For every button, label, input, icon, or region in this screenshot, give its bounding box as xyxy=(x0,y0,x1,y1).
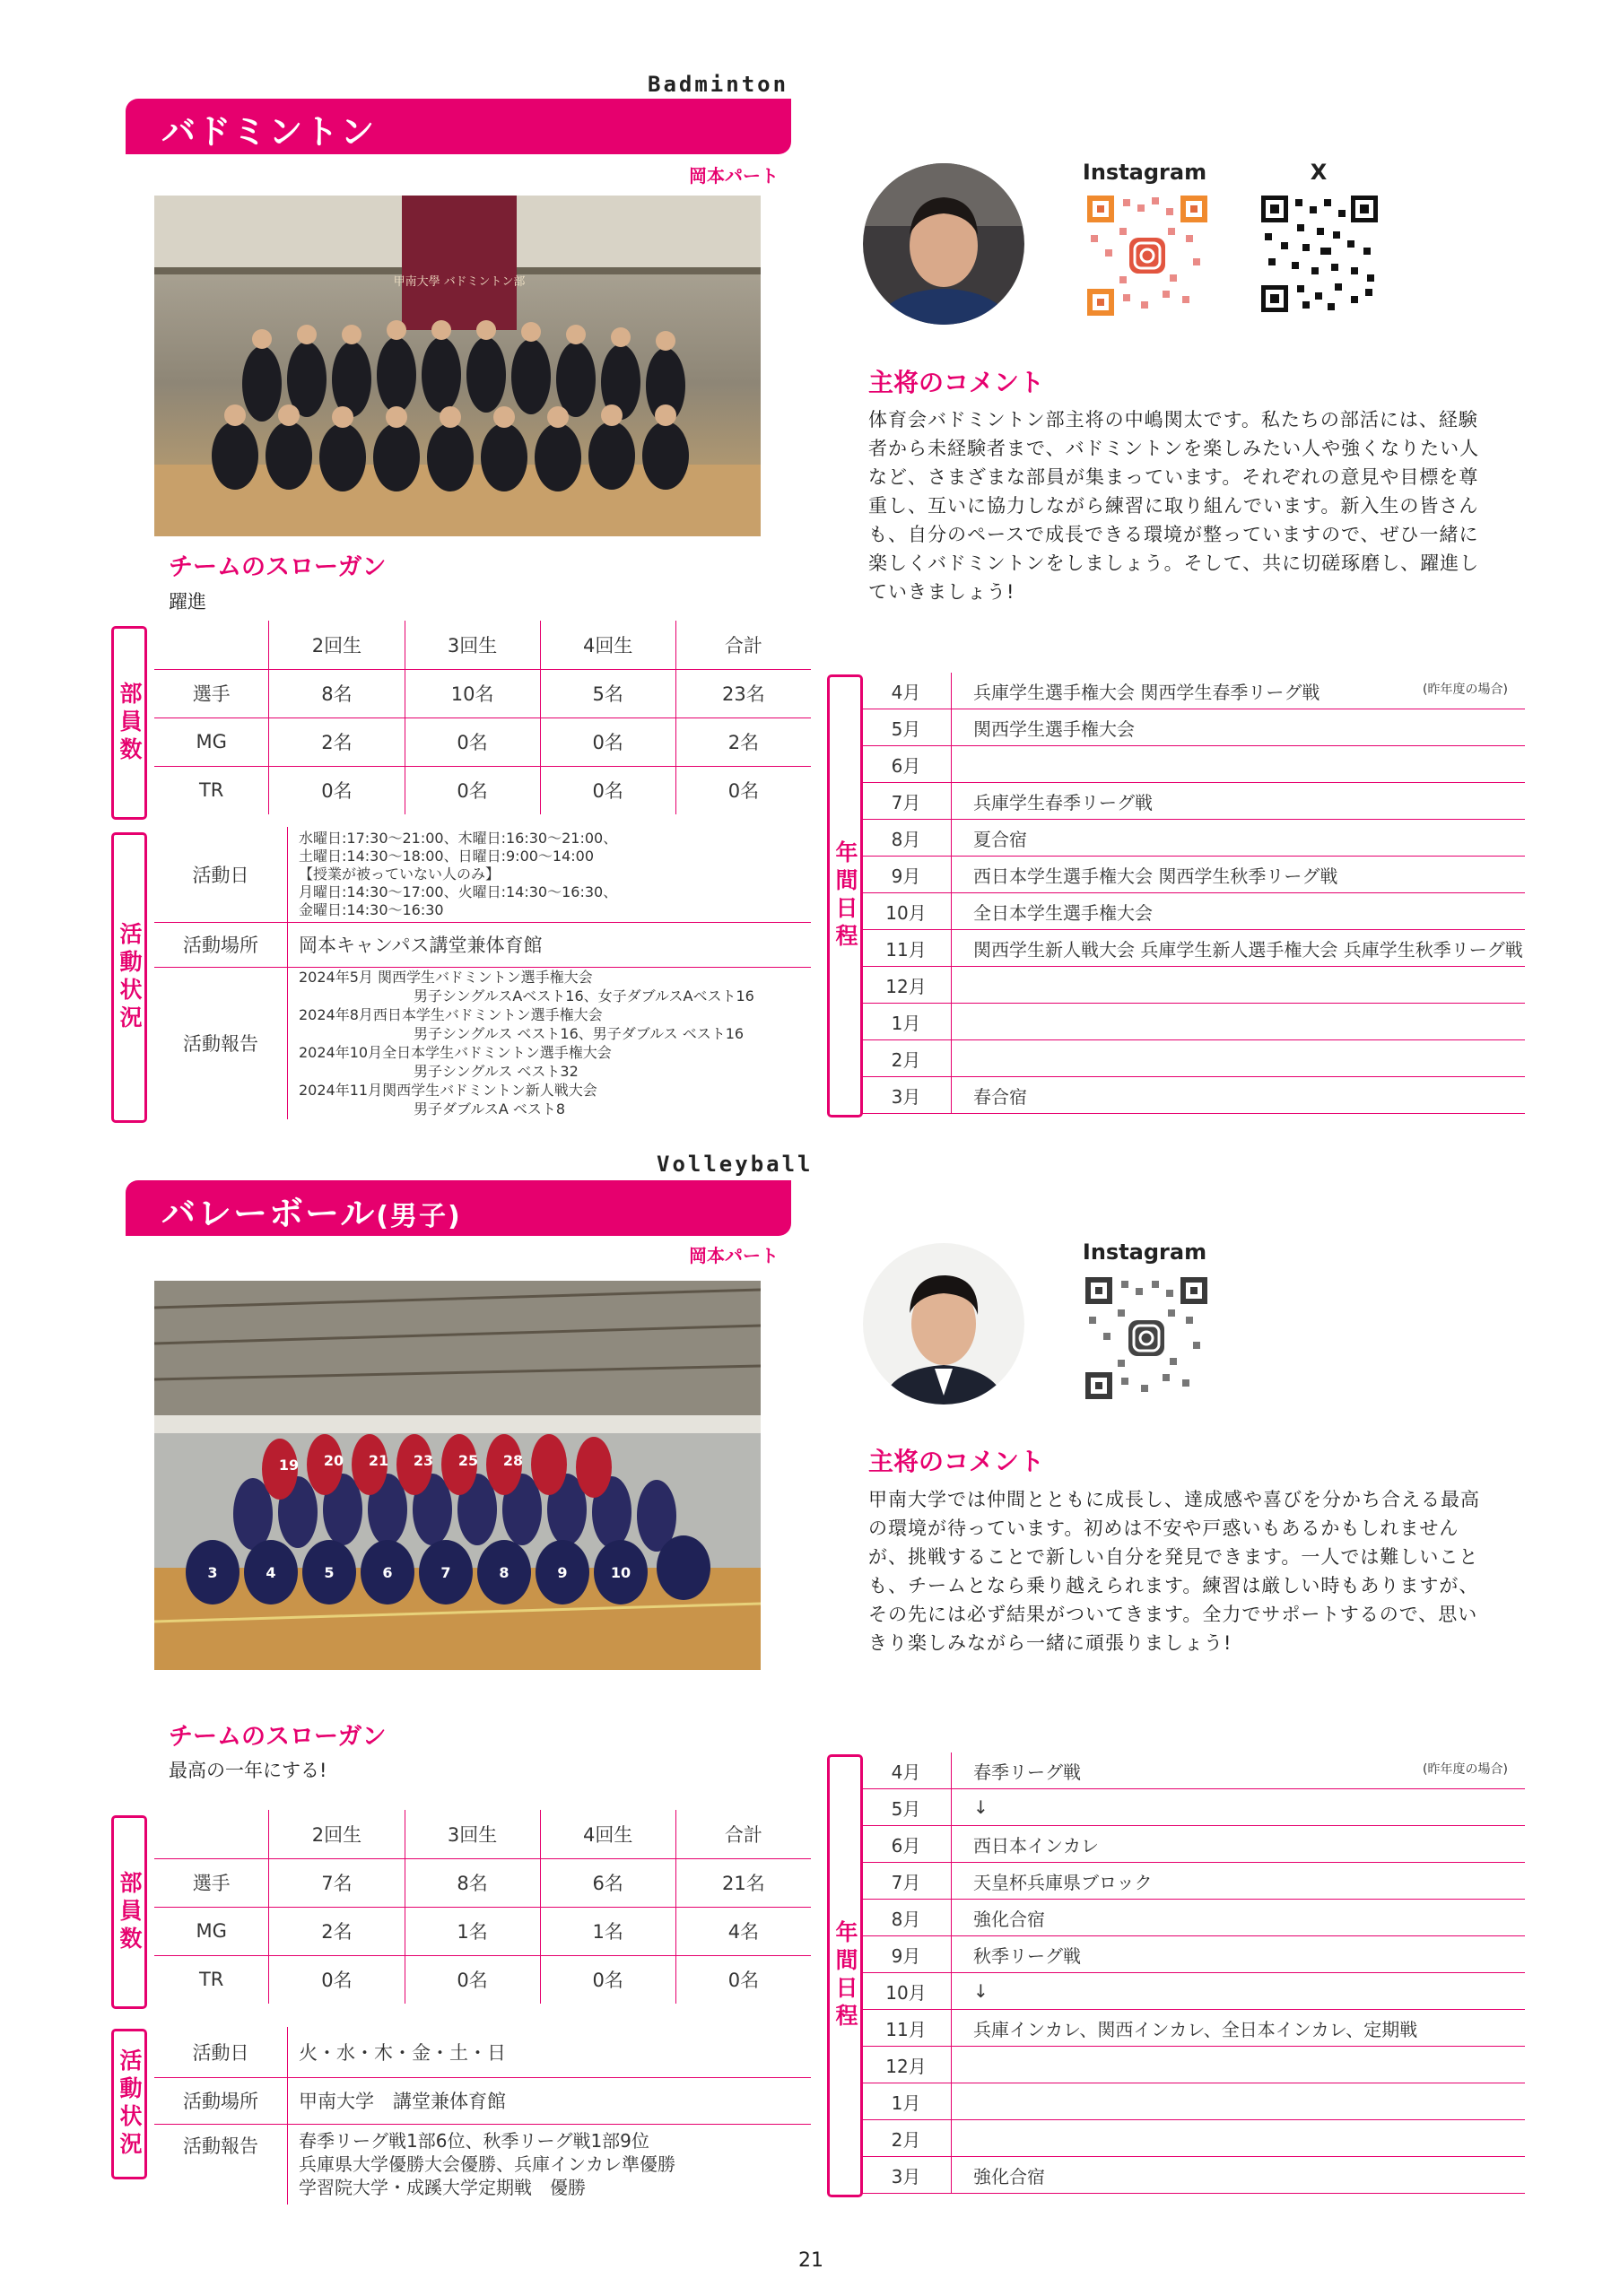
schedule-month: 3月 xyxy=(861,1077,952,1114)
schedule-month: 3月 xyxy=(861,2157,952,2194)
volleyball-slogan-heading: チームのスローガン xyxy=(169,1723,387,1751)
report-detail: 男子シングルスAベスト16、女子ダブルスAベスト16 xyxy=(414,987,754,1005)
cell: 0名 xyxy=(540,766,675,814)
cell: 0名 xyxy=(675,766,811,814)
volleyball-team-photo xyxy=(154,1281,761,1670)
cell: 2名 xyxy=(269,718,405,766)
badminton-activity-label xyxy=(111,832,147,1123)
schedule-month: 5月 xyxy=(861,709,952,746)
schedule-month: 8月 xyxy=(861,1900,952,1936)
schedule-month: 5月 xyxy=(861,1789,952,1826)
schedule-row xyxy=(861,967,1525,1004)
report-title: 2024年10月全日本学生バドミントン選手権大会 xyxy=(299,1044,612,1062)
activity-report-row xyxy=(154,967,811,1119)
days-line: 【授業が被っていない人のみ】 xyxy=(299,865,501,883)
schedule-month: 2月 xyxy=(861,1040,952,1077)
schedule-month: 2月 xyxy=(861,2120,952,2157)
cell: 6名 xyxy=(540,1858,675,1907)
days-label: 活動日 xyxy=(154,827,288,922)
schedule-event: 春合宿 xyxy=(952,1077,1526,1114)
volleyball-schedule-table xyxy=(861,1752,1525,2194)
schedule-month: 11月 xyxy=(861,2010,952,2047)
jersey-number: 10 xyxy=(610,1564,631,1581)
place-value: 甲南大学 講堂兼体育館 xyxy=(288,2077,812,2124)
schedule-event xyxy=(952,1040,1526,1077)
badminton-comment: 体育会バドミントン部主将の中嶋関太です。私たちの部活には、経験者から未経験者まで、バドミントンを楽しみたい人や強くなりたい人など、さまざまな部員が集まっています。それぞれの意見や目標を尊重し、互いに協力しながら練習に取り組んでいます。新入生の皆さんも、自分のペースで成長できる環境が整っていますので、ぜひ一緒に楽しくバドミントンをしましょう。そして、共に切磋琢磨し、躍進していきましょう! xyxy=(868,409,1480,603)
schedule-event xyxy=(952,967,1526,1004)
activity-report-row xyxy=(154,2124,811,2205)
schedule-row xyxy=(861,857,1525,893)
report-title: 2024年11月関西学生バドミントン新人戦大会 xyxy=(299,1082,597,1100)
report-value xyxy=(288,967,812,1119)
schedule-event: ↓ xyxy=(952,1973,1526,2010)
cell: 7名 xyxy=(269,1858,405,1907)
x-qr-icon[interactable] xyxy=(1261,196,1378,312)
schedule-event xyxy=(952,2120,1526,2157)
schedule-row xyxy=(861,1077,1525,1114)
jersey-number: 9 xyxy=(557,1564,568,1581)
days-line: 土曜日:14:30～18:00、日曜日:9:00～14:00 xyxy=(299,847,595,865)
header-4th-year: 4回生 xyxy=(540,621,675,669)
schedule-month: 7月 xyxy=(861,1863,952,1900)
header-empty xyxy=(154,621,269,669)
members-header-row xyxy=(154,1810,811,1858)
badminton-team-photo xyxy=(154,196,761,536)
volleyball-english-title: Volleyball xyxy=(657,1152,814,1177)
schedule-month: 9月 xyxy=(861,857,952,893)
header-empty xyxy=(154,1810,269,1858)
report-line: 春季リーグ戦1部6位、秋季リーグ戦1部9位 xyxy=(299,2130,649,2152)
schedule-row xyxy=(861,2157,1525,2194)
cell: 0名 xyxy=(269,766,405,814)
header-2nd-year: 2回生 xyxy=(269,1810,405,1858)
schedule-month: 1月 xyxy=(861,2083,952,2120)
schedule-row xyxy=(861,930,1525,967)
schedule-row xyxy=(861,1789,1525,1826)
schedule-month: 12月 xyxy=(861,2047,952,2083)
volleyball-title-main: バレーボール xyxy=(161,1194,377,1233)
schedule-event: 強化合宿 xyxy=(952,1900,1526,1936)
schedule-row xyxy=(861,709,1525,746)
schedule-month: 7月 xyxy=(861,783,952,820)
volleyball-members-table xyxy=(154,1810,811,2004)
row-label: TR xyxy=(198,779,224,802)
header-2nd-year: 2回生 xyxy=(269,621,405,669)
jersey-number: 7 xyxy=(440,1564,451,1581)
members-row-tr xyxy=(154,1955,811,2004)
schedule-month: 6月 xyxy=(861,1826,952,1863)
jersey-number: 23 xyxy=(413,1452,434,1469)
badminton-title: バドミントン xyxy=(161,112,377,152)
badminton-slogan: 躍進 xyxy=(169,591,206,613)
schedule-row xyxy=(861,893,1525,930)
schedule-row xyxy=(861,2047,1525,2083)
schedule-row xyxy=(861,1752,1525,1789)
badminton-members-label xyxy=(111,626,147,820)
jersey-number: 20 xyxy=(323,1452,344,1469)
cell: 8名 xyxy=(269,669,405,718)
schedule-month: 11月 xyxy=(861,930,952,967)
schedule-row xyxy=(861,673,1525,709)
badminton-schedule-label xyxy=(827,674,863,1118)
schedule-row xyxy=(861,2010,1525,2047)
jersey-number: 19 xyxy=(278,1457,300,1474)
place-value: 岡本キャンパス講堂兼体育館 xyxy=(288,922,812,967)
activity-label-text: 活動状況 xyxy=(117,2048,143,2160)
badminton-banner-text: 甲南大學 バドミントン部 xyxy=(393,275,526,289)
cell: 2名 xyxy=(675,718,811,766)
schedule-event: 秋季リーグ戦 xyxy=(952,1936,1526,1973)
days-label: 活動日 xyxy=(154,2027,288,2077)
report-detail: 男子シングルス ベスト16、男子ダブルス ベスト16 xyxy=(414,1025,745,1043)
header-3rd-year: 3回生 xyxy=(405,1810,540,1858)
days-line: 金曜日:14:30～16:30 xyxy=(299,900,444,918)
header-total: 合計 xyxy=(675,1810,811,1858)
schedule-row xyxy=(861,1863,1525,1900)
row-label: TR xyxy=(198,1969,224,1991)
schedule-event: 関西学生選手権大会 xyxy=(952,709,1526,746)
schedule-month: 10月 xyxy=(861,893,952,930)
schedule-event: 兵庫インカレ、関西インカレ、全日本インカレ、定期戦 xyxy=(952,2010,1526,2047)
report-label: 活動報告 xyxy=(183,2135,258,2157)
jersey-number: 25 xyxy=(457,1452,479,1469)
members-label-text: 部員数 xyxy=(117,681,143,765)
place-label: 活動場所 xyxy=(154,922,288,967)
jersey-number: 6 xyxy=(382,1564,393,1581)
cell: 0名 xyxy=(405,766,540,814)
badminton-english-title: Badminton xyxy=(648,72,789,97)
schedule-label-text: 年間日程 xyxy=(832,840,858,952)
volleyball-part: 岡本パート xyxy=(689,1245,779,1266)
header-4th-year: 4回生 xyxy=(540,1810,675,1858)
row-label: MG xyxy=(154,718,269,766)
cell: 0名 xyxy=(405,1955,540,2004)
volleyball-activity-label xyxy=(111,2029,147,2179)
schedule-month: 6月 xyxy=(861,746,952,783)
instagram-qr-icon[interactable] xyxy=(1087,196,1207,316)
schedule-month: 4月 xyxy=(861,1752,952,1789)
schedule-row xyxy=(861,783,1525,820)
cell: 0名 xyxy=(540,718,675,766)
schedule-event: 春季リーグ戦 xyxy=(952,1752,1526,1789)
cell: 1名 xyxy=(540,1907,675,1955)
volleyball-comment-heading: 主将のコメント xyxy=(868,1447,1045,1476)
volleyball-schedule-note: (昨年度の場合) xyxy=(1423,1762,1508,1777)
cell: 0名 xyxy=(540,1955,675,2004)
schedule-month: 1月 xyxy=(861,1004,952,1040)
schedule-event: 夏合宿 xyxy=(952,820,1526,857)
report-detail: 男子シングルス ベスト32 xyxy=(414,1063,579,1081)
place-label: 活動場所 xyxy=(154,2077,288,2124)
members-row-mg xyxy=(154,1907,811,1955)
badminton-instagram-label: Instagram xyxy=(1082,160,1207,185)
header-3rd-year: 3回生 xyxy=(405,621,540,669)
cell: 5名 xyxy=(540,669,675,718)
schedule-event: 兵庫学生選手権大会 関西学生春季リーグ戦 xyxy=(952,673,1526,709)
badminton-slogan-heading: チームのスローガン xyxy=(169,553,387,581)
members-row-mg xyxy=(154,718,811,766)
report-title: 2024年5月 関西学生バドミントン選手権大会 xyxy=(299,969,593,987)
report-line: 学習院大学・成蹊大学定期戦 優勝 xyxy=(299,2177,586,2199)
members-row-player xyxy=(154,1858,811,1907)
cell: 23名 xyxy=(675,669,811,718)
members-row-player xyxy=(154,669,811,718)
badminton-schedule-note: (昨年度の場合) xyxy=(1423,683,1508,697)
schedule-event: ↓ xyxy=(952,1789,1526,1826)
report-line: 兵庫県大学優勝大会優勝、兵庫インカレ準優勝 xyxy=(299,2153,675,2176)
volleyball-members-label xyxy=(111,1815,147,2009)
cell: 10名 xyxy=(405,669,540,718)
row-label: 選手 xyxy=(154,1858,269,1907)
row-label: 選手 xyxy=(154,669,269,718)
days-value xyxy=(288,827,812,922)
report-value xyxy=(288,2124,812,2205)
schedule-month: 10月 xyxy=(861,1973,952,2010)
days-line: 月曜日:14:30～17:00、火曜日:14:30～16:30、 xyxy=(299,883,618,900)
schedule-event: 天皇杯兵庫県ブロック xyxy=(952,1863,1526,1900)
activity-label-text: 活動状況 xyxy=(117,922,143,1033)
cell: 2名 xyxy=(269,1907,405,1955)
jersey-number: 8 xyxy=(499,1564,510,1581)
jersey-number: 3 xyxy=(207,1564,218,1581)
cell: 21名 xyxy=(675,1858,811,1907)
schedule-event xyxy=(952,2083,1526,2120)
report-title: 2024年8月西日本学生バドミントン選手権大会 xyxy=(299,1006,603,1024)
schedule-label-text: 年間日程 xyxy=(832,1920,858,2031)
schedule-event: 西日本インカレ xyxy=(952,1826,1526,1863)
badminton-members-table xyxy=(154,621,811,814)
schedule-row xyxy=(861,746,1525,783)
schedule-row xyxy=(861,2120,1525,2157)
jersey-number: 5 xyxy=(324,1564,335,1581)
badminton-schedule-table xyxy=(861,673,1525,1114)
schedule-row xyxy=(861,1973,1525,2010)
report-detail: 男子ダブルスA ベスト8 xyxy=(414,1100,566,1118)
schedule-month: 9月 xyxy=(861,1936,952,1973)
volleyball-title-suffix: (男子) xyxy=(376,1201,462,1232)
schedule-row xyxy=(861,2083,1525,2120)
report-label: 活動報告 xyxy=(183,1033,258,1056)
volleyball-title xyxy=(161,1186,462,1235)
activity-place-row xyxy=(154,2077,811,2124)
badminton-x-label: X xyxy=(1310,160,1328,185)
schedule-event: 西日本学生選手権大会 関西学生秋季リーグ戦 xyxy=(952,857,1526,893)
jersey-number: 21 xyxy=(368,1452,389,1469)
jersey-number: 4 xyxy=(266,1564,276,1581)
cell: 0名 xyxy=(405,718,540,766)
page-number: 21 xyxy=(798,2249,823,2272)
badminton-activity-table xyxy=(154,827,811,1119)
volleyball-comment: 甲南大学では仲間とともに成長し、達成感や喜びを分かち合える最高の環境が待っています。初めは不安や戸惑いもあるかもしれませんが、挑戦することで新しい自分を発見できます。一人では難しいことも、チームとなら乗り越えられます。練習は厳しい時もありますが、その先には必ず結果がついてきます。全力でサポートするので、思いきり楽しみながら一緒に頑張りましょう! xyxy=(868,1489,1480,1654)
schedule-month: 4月 xyxy=(861,673,952,709)
schedule-row xyxy=(861,820,1525,857)
schedule-row xyxy=(861,1826,1525,1863)
volleyball-banner xyxy=(126,1180,791,1236)
schedule-month: 12月 xyxy=(861,967,952,1004)
schedule-row xyxy=(861,1004,1525,1040)
volleyball-schedule-label xyxy=(827,1754,863,2197)
schedule-row xyxy=(861,1936,1525,1973)
cell: 1名 xyxy=(405,1907,540,1955)
schedule-event: 強化合宿 xyxy=(952,2157,1526,2194)
volleyball-captain-avatar xyxy=(863,1243,1024,1405)
schedule-event xyxy=(952,1004,1526,1040)
volleyball-activity-table xyxy=(154,2027,811,2205)
row-label: MG xyxy=(154,1907,269,1955)
instagram-qr-icon[interactable] xyxy=(1085,1277,1207,1399)
schedule-event: 関西学生新人戦大会 兵庫学生新人選手権大会 兵庫学生秋季リーグ戦 xyxy=(952,930,1526,967)
schedule-event xyxy=(952,2047,1526,2083)
activity-days-row xyxy=(154,827,811,922)
badminton-comment-heading: 主将のコメント xyxy=(868,368,1045,397)
schedule-event: 兵庫学生春季リーグ戦 xyxy=(952,783,1526,820)
days-line: 水曜日:17:30～21:00、木曜日:16:30～21:00、 xyxy=(299,829,618,847)
volleyball-instagram-label: Instagram xyxy=(1082,1239,1207,1265)
badminton-part: 岡本パート xyxy=(689,165,779,187)
cell: 4名 xyxy=(675,1907,811,1955)
members-row-tr xyxy=(154,766,811,814)
schedule-event: 全日本学生選手権大会 xyxy=(952,893,1526,930)
schedule-row xyxy=(861,1900,1525,1936)
cell: 0名 xyxy=(269,1955,405,2004)
jersey-number: 28 xyxy=(502,1452,524,1469)
badminton-banner xyxy=(126,99,791,154)
schedule-event xyxy=(952,746,1526,783)
cell: 8名 xyxy=(405,1858,540,1907)
days-value: 火・水・木・金・土・日 xyxy=(288,2027,812,2077)
activity-days-row xyxy=(154,2027,811,2077)
badminton-captain-avatar xyxy=(863,163,1024,325)
activity-place-row xyxy=(154,922,811,967)
schedule-month: 8月 xyxy=(861,820,952,857)
members-header-row xyxy=(154,621,811,669)
members-label-text: 部員数 xyxy=(117,1870,143,1954)
schedule-row xyxy=(861,1040,1525,1077)
header-total: 合計 xyxy=(675,621,811,669)
volleyball-slogan: 最高の一年にする! xyxy=(169,1760,327,1781)
cell: 0名 xyxy=(675,1955,811,2004)
